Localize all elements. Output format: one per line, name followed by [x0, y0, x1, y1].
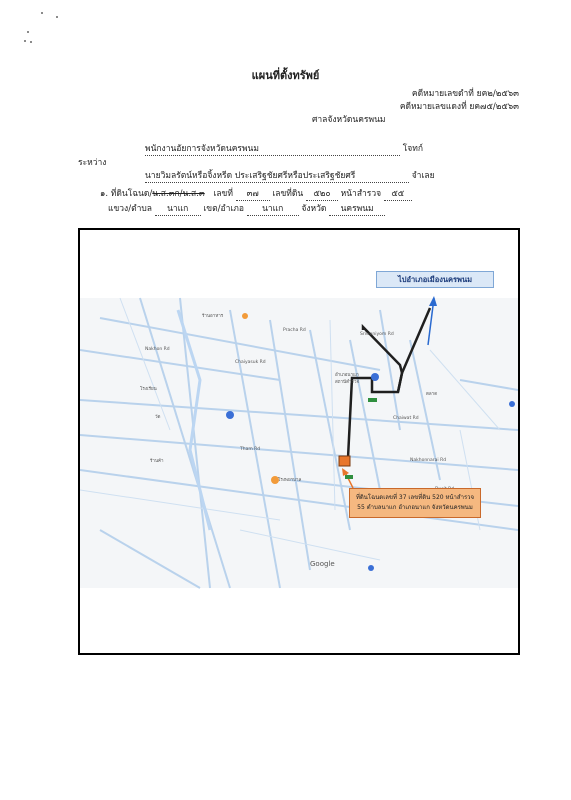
- property-line-1: [100, 186, 412, 201]
- map-label: สถานีตำรวจ: [335, 380, 360, 385]
- deed-number: ๓๗: [236, 186, 270, 201]
- police-poi-icon: [371, 373, 379, 381]
- map-canvas: [80, 230, 518, 653]
- court-name: ศาลจังหวัดนครพนม: [312, 115, 386, 125]
- plaintiff-name: พนักงานอัยการจังหวัดนครพนม: [145, 141, 400, 156]
- survey-number: ๕๕: [384, 186, 412, 201]
- number-label: เลขที่: [213, 189, 233, 199]
- temple-poi-icon: [226, 411, 234, 419]
- plaintiff-role: โจทก์: [402, 144, 423, 154]
- map-label: ร้านอาหาร: [202, 314, 224, 319]
- map-label: Chaiyasuk Rd: [235, 360, 266, 365]
- plaintiff-line: [145, 141, 423, 156]
- item-label: ๑. ที่ดินโฉนด/: [100, 189, 153, 199]
- map-label: โรงพยาบาล: [278, 478, 302, 483]
- destination-label: ไปอำเภอเมืองนครพนม: [376, 271, 494, 288]
- map-label: ร้านค้า: [150, 459, 164, 464]
- map-label: วัด: [155, 415, 161, 420]
- deed-type: น.ส.๓ก/น.ส.๓: [152, 189, 205, 199]
- map-label: Nakhon Rd: [145, 347, 170, 352]
- school-poi-icon: [368, 565, 374, 571]
- defendant-role: จำเลย: [411, 171, 435, 181]
- map-label: โรงเรียน: [140, 387, 157, 392]
- map-label: ตลาด: [426, 392, 438, 397]
- callout-line-1: ที่ดินโฉนดเลขที่ 37 เลขที่ดิน 520 หน้าสำรวจ: [355, 494, 475, 501]
- red-case-number: คดีหมายเลขแดงที่ ยค๗๕/๒๕๖๓: [399, 102, 519, 112]
- between-label: ระหว่าง: [78, 158, 107, 168]
- subdistrict-value: นาแก: [155, 201, 201, 216]
- page-title: แผนที่ตั้งทรัพย์: [251, 69, 320, 82]
- location-map: [78, 228, 520, 655]
- map-label: Pracha Rd: [283, 328, 306, 333]
- province-label: จังหวัด: [301, 204, 327, 214]
- road-sign-icon-2: [345, 475, 353, 479]
- parcel-label: เลขที่ดิน: [272, 189, 304, 199]
- map-label: Chaiwat Rd: [393, 416, 419, 421]
- defendant-name: นายวิมลรัตน์หรือจิ้งหรีด ประเสริฐชัยศรีหรือประเสริฐชัยศรี: [145, 168, 409, 183]
- restaurant-poi-icon: [242, 313, 248, 319]
- parcel-number: ๕๒๐: [306, 186, 338, 201]
- road-sign-icon: [368, 398, 377, 402]
- survey-label: หน้าสำรวจ: [340, 189, 382, 199]
- black-case-number: คดีหมายเลขดำที่ ยค๒/๒๕๖๓: [411, 89, 519, 99]
- property-marker: [339, 456, 350, 466]
- map-provider-logo: Google: [310, 560, 335, 568]
- province-value: นครพนม: [329, 201, 385, 216]
- defendant-line: [145, 168, 435, 183]
- market-poi-icon: [509, 401, 515, 407]
- property-callout: [349, 488, 481, 518]
- property-line-2: [108, 201, 385, 216]
- map-label: Nakhonnarai Rd: [410, 458, 447, 463]
- map-base: [80, 298, 518, 588]
- map-label: อำเภอนาแก: [335, 373, 359, 378]
- map-label: Sriwaniyom Rd: [360, 332, 394, 337]
- district-value: นาแก: [247, 201, 299, 216]
- callout-line-2: 55 ตำบลนาแก อำเภอนาแก จังหวัดนครพนม: [357, 504, 473, 511]
- map-label: Tham Rd: [240, 447, 261, 452]
- district-label: เขต/อำเภอ: [203, 204, 244, 214]
- subdistrict-label: แขวง/ตำบล: [108, 204, 152, 214]
